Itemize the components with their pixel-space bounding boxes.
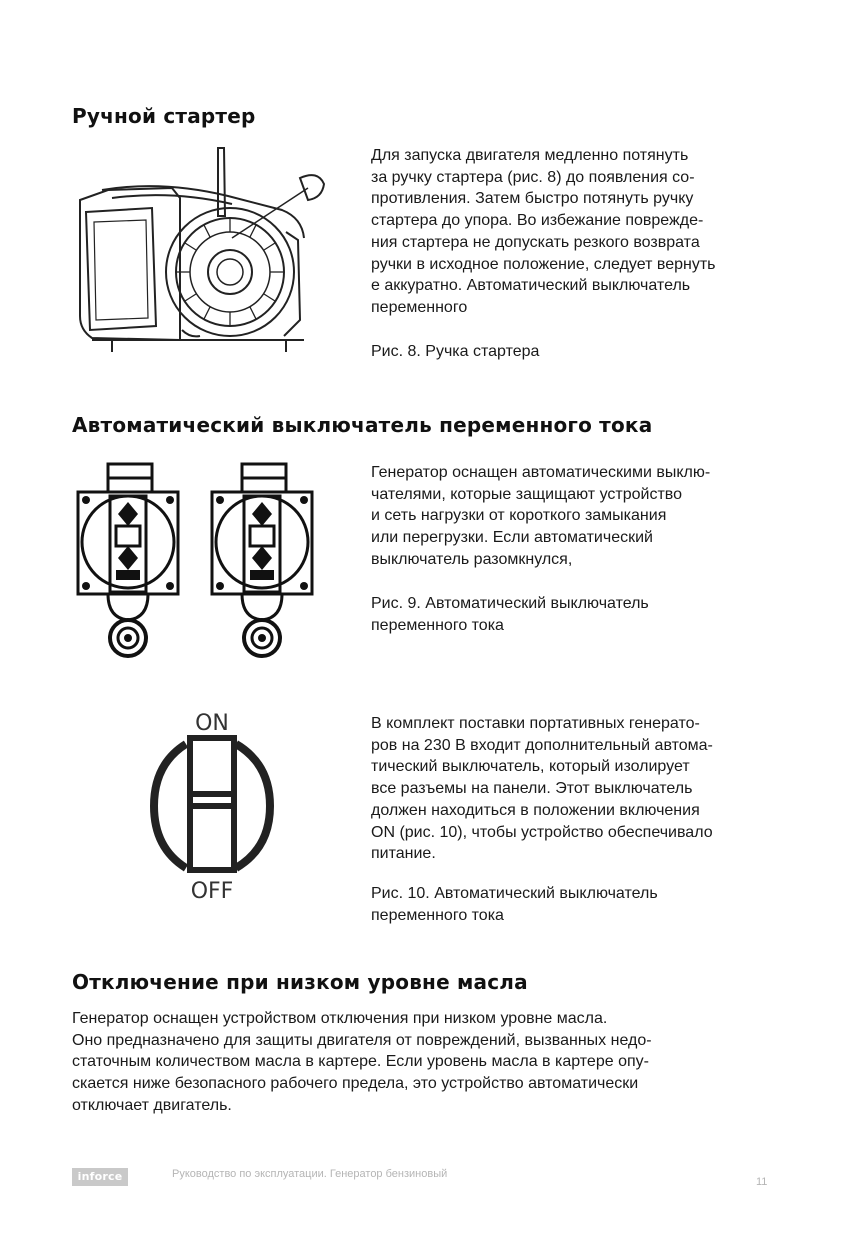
figure-9-caption	[371, 593, 649, 636]
section-title-low-oil-shutdown: Отключение при низком уровне масла	[72, 970, 528, 994]
on-off-switch-illustration	[150, 708, 280, 908]
text-line: за ручку стартера (рис. 8) до появления со-	[371, 168, 695, 186]
low-oil-paragraph	[72, 1008, 652, 1117]
text-line: ручки в исходное положение, следует вернуть	[371, 255, 716, 273]
text-line: или перегрузки. Если автоматический	[371, 529, 653, 547]
text-line: чателями, которые защищают устройство	[371, 485, 682, 503]
text-line: отключает двигатель.	[72, 1096, 232, 1114]
text-line: переменного	[371, 298, 468, 316]
switch-off-label: OFF	[190, 879, 234, 904]
engine-starter-illustration	[72, 140, 332, 355]
text-line: и сеть нагрузки от короткого замыкания	[371, 507, 667, 525]
ac-breakers-illustration	[72, 462, 342, 662]
text-line: питание.	[371, 845, 436, 863]
text-line: выключатель разомкнулся,	[371, 550, 573, 568]
text-line: статочным количеством масла в картере. Если уровень масла в картере опу-	[72, 1053, 649, 1071]
on-off-switch-figure	[150, 708, 280, 913]
text-line: Генератор оснащен автоматическими выклю-	[371, 464, 711, 481]
text-line: стартера до упора. Во избежание поврежде-	[371, 212, 704, 230]
caption-line: Рис. 8. Ручка стартера	[371, 343, 540, 360]
text-line: Для запуска двигателя медленно потянуть	[371, 147, 689, 164]
section-title-ac-breaker: Автоматический выключатель переменного тока	[72, 413, 653, 437]
caption-line: Рис. 10. Автоматический выключатель	[371, 885, 658, 902]
text-line: противления. Затем быстро потянуть ручку	[371, 190, 694, 208]
ac-breakers-figure	[72, 462, 342, 667]
ac-breaker-paragraph-1	[371, 462, 710, 571]
starter-handle-figure	[72, 140, 332, 360]
text-line: все разъемы на панели. Этот выключатель	[371, 780, 693, 798]
footer-manual-title: Руководство по эксплуатации. Генератор бензиновый	[172, 1168, 448, 1180]
text-line: Оно предназначено для защиты двигателя от повреждений, вызванных недо-	[72, 1031, 652, 1049]
text-line: е аккуратно. Автоматический выключатель	[371, 277, 691, 295]
text-line: тический выключатель, который изолирует	[371, 758, 690, 776]
text-line: В комплект поставки портативных генерато-	[371, 715, 700, 732]
caption-line: переменного тока	[371, 906, 504, 924]
caption-line: переменного тока	[371, 616, 504, 634]
caption-line: Рис. 9. Автоматический выключатель	[371, 595, 649, 612]
text-line: ния стартера не допускать резкого возврата	[371, 233, 700, 251]
text-line: ров на 230 В входит дополнительный автома-	[371, 736, 713, 754]
switch-on-label: ON	[195, 711, 229, 736]
text-line: должен находиться в положении включения	[371, 801, 700, 819]
manual-starter-paragraph	[371, 145, 716, 319]
ac-breaker-paragraph-2	[371, 713, 713, 865]
ac-breaker-left	[78, 464, 178, 656]
text-line: ON (рис. 10), чтобы устройство обеспечивало	[371, 823, 713, 841]
text-line: Генератор оснащен устройством отключения при низком уровне масла.	[72, 1010, 608, 1027]
reset-button-left	[110, 620, 146, 656]
text-line: скается ниже безопасного рабочего предела, это устройство автоматически	[72, 1075, 639, 1093]
ac-breaker-right	[212, 464, 312, 656]
brand-logo: inforce	[72, 1168, 128, 1186]
reset-button-right	[244, 620, 280, 656]
page-number: 11	[756, 1176, 768, 1188]
section-title-manual-starter: Ручной стартер	[72, 104, 256, 128]
figure-8-caption	[371, 341, 539, 363]
figure-10-caption	[371, 883, 658, 926]
